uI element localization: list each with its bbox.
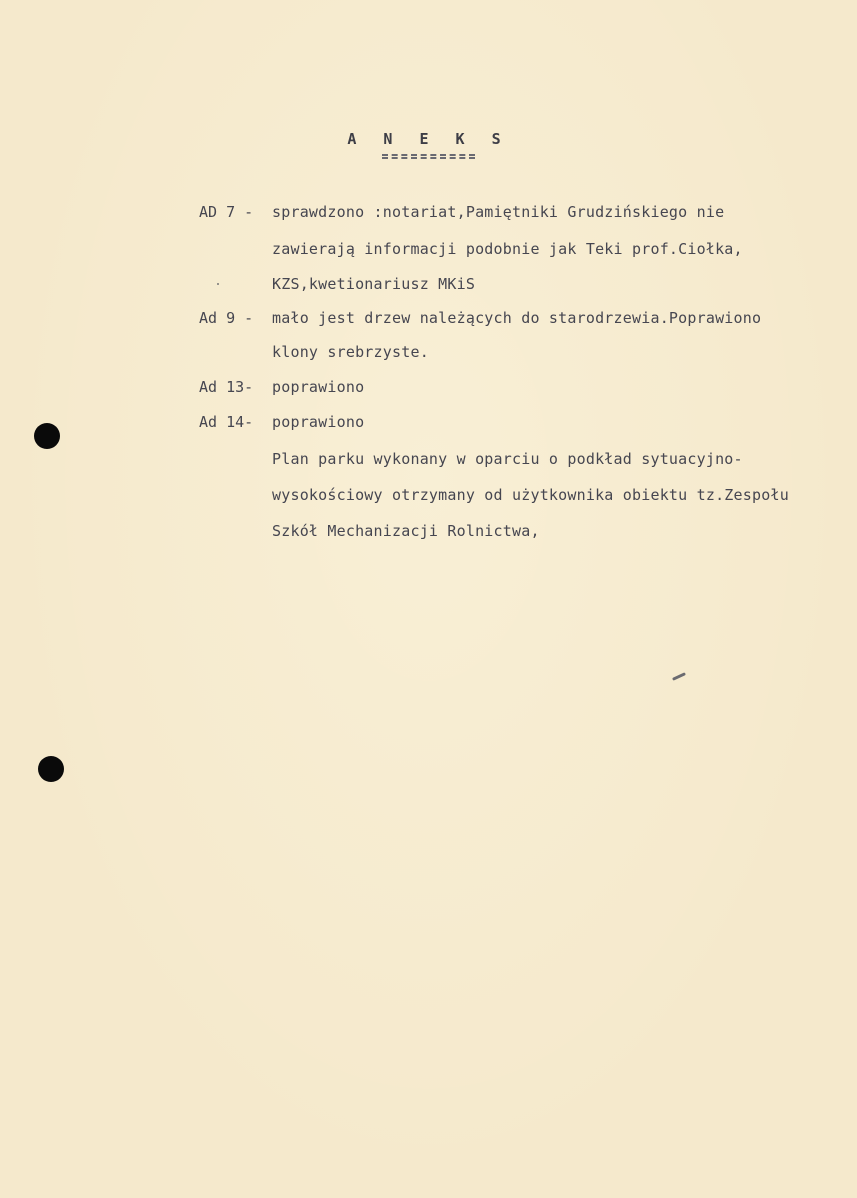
punch-hole-lower: [38, 756, 64, 782]
entry-ad7-line-1: sprawdzono :notariat,Pamiętniki Grudzińskiego nie: [272, 203, 725, 221]
pencil-mark: [672, 672, 686, 681]
entry-label-ad14: Ad 14-: [199, 413, 254, 431]
entry-ad7-line-3: KZS,kwetionariusz MKiS: [272, 275, 476, 293]
document-title: A N E K S: [347, 130, 510, 148]
entry-ad14-line-3: wysokościowy otrzymany od użytkownika obiektu tz.Zespołu: [272, 486, 789, 504]
entry-ad9-line-1: mało jest drzew należących do starodrzewia.Poprawiono: [272, 309, 762, 327]
entry-ad13-line-1: poprawiono: [272, 378, 365, 396]
entry-ad7-line-2: zawierają informacji podobnie jak Teki prof.Ciołka,: [272, 240, 743, 258]
punch-hole-upper: [34, 423, 60, 449]
entry-ad14-line-1: poprawiono: [272, 413, 365, 431]
paper-speck: [217, 283, 219, 285]
entry-label-ad9: Ad 9 -: [199, 309, 254, 327]
entry-ad9-line-2: klony srebrzyste.: [272, 343, 429, 361]
title-underline: [382, 154, 475, 159]
entry-label-ad7: AD 7 -: [199, 203, 254, 221]
entry-ad14-line-4: Szkół Mechanizacji Rolnictwa,: [272, 522, 540, 540]
entry-ad14-line-2: Plan parku wykonany w oparciu o podkład sytuacyjno-: [272, 450, 743, 468]
entry-label-ad13: Ad 13-: [199, 378, 254, 396]
